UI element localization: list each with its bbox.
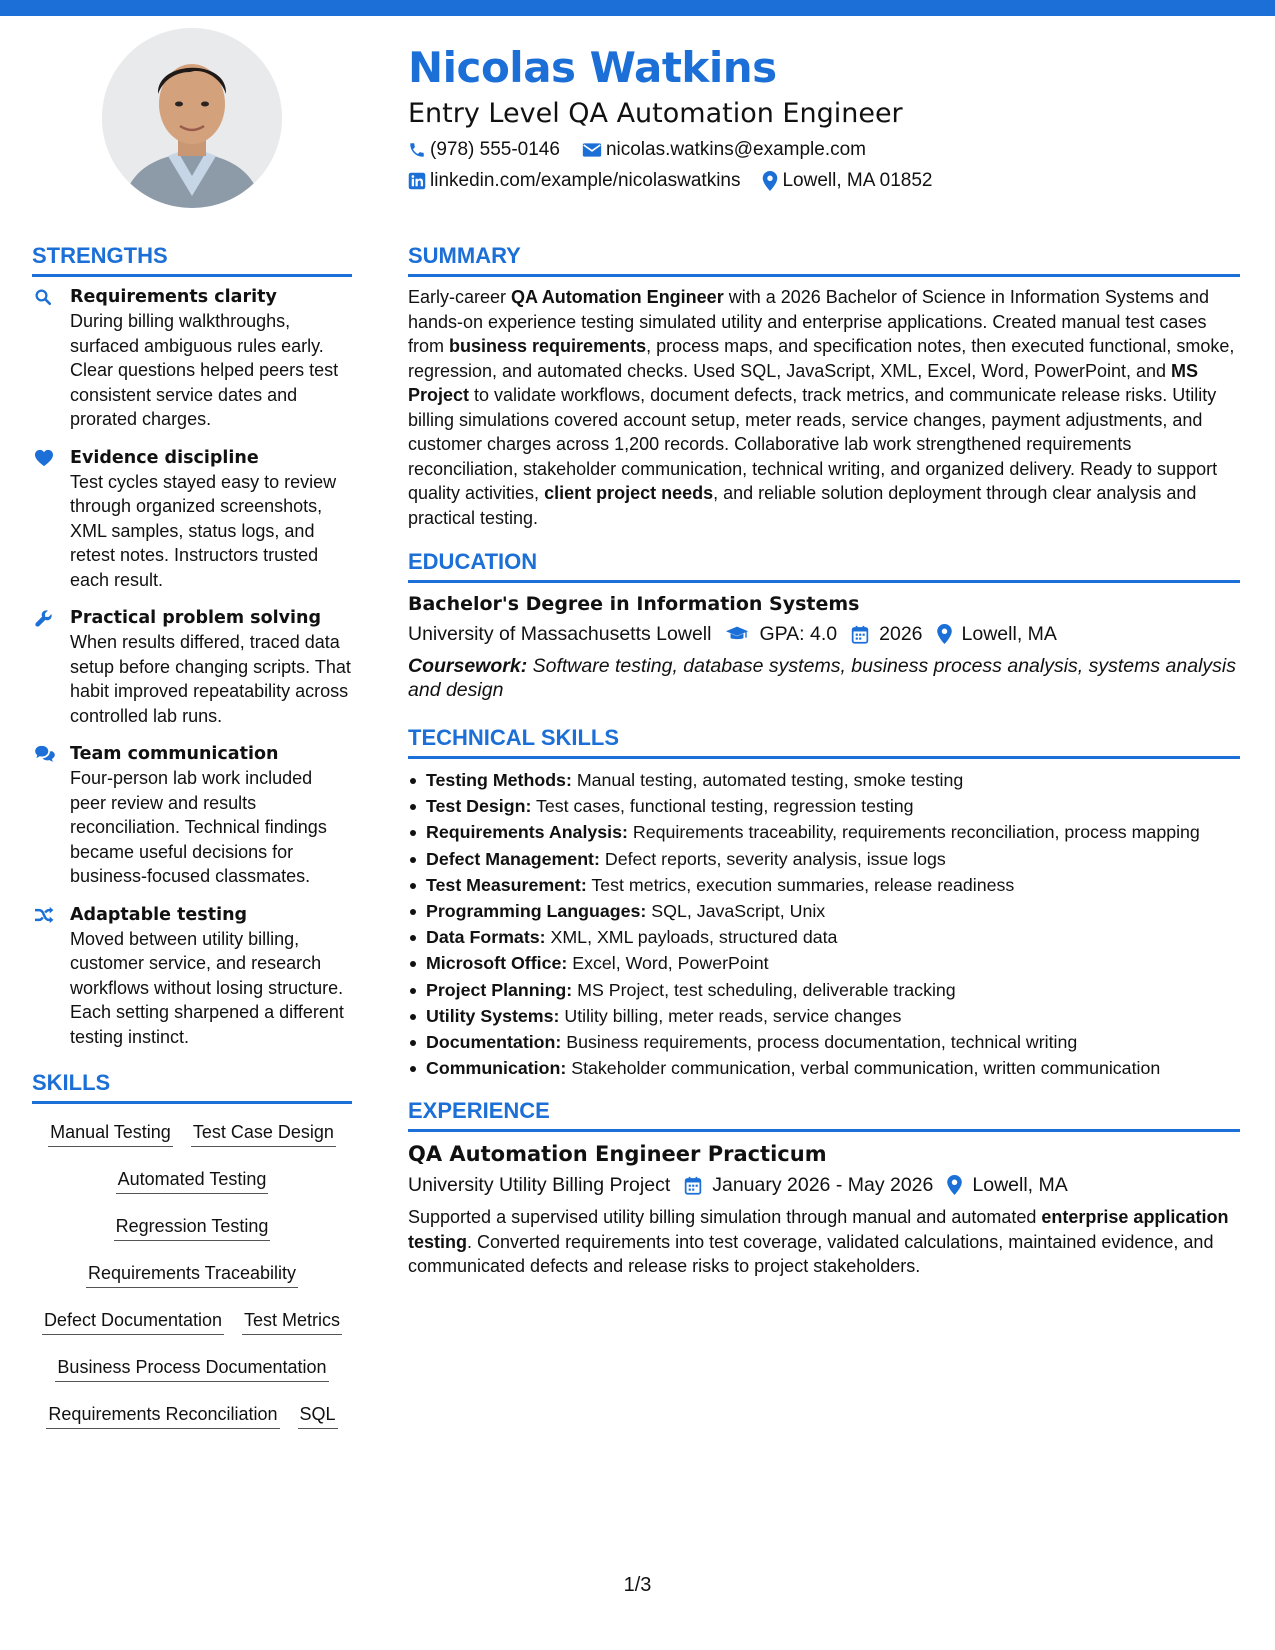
left-column bbox=[32, 242, 352, 1441]
strength-title: Requirements clarity bbox=[70, 287, 277, 307]
skill-tag: Automated Testing bbox=[116, 1163, 269, 1194]
degree-title: Bachelor's Degree in Information Systems bbox=[408, 593, 860, 615]
graduation-cap-icon bbox=[725, 625, 749, 643]
strength-text: During billing walkthroughs, surfaced ambiguous rules early. Clear questions helped peers test consistent service dates and prorated charges. bbox=[70, 311, 339, 429]
strength-title: Team communication bbox=[70, 744, 279, 764]
skills-list bbox=[32, 1112, 352, 1441]
skill-tag: Defect Documentation bbox=[42, 1304, 224, 1335]
list-item: Communication: Stakeholder communication, verbal communication, written communication bbox=[408, 1055, 1240, 1081]
graduation-year: 2026 bbox=[851, 620, 922, 648]
list-item: Utility Systems: Utility billing, meter reads, service changes bbox=[408, 1003, 1240, 1029]
linkedin-url: linkedin.com/example/nicolaswatkins bbox=[430, 170, 741, 191]
strength-item bbox=[32, 285, 352, 432]
organization: University Utility Billing Project bbox=[408, 1174, 671, 1197]
comments-icon bbox=[34, 745, 56, 763]
location-contact bbox=[762, 169, 932, 193]
map-pin-icon bbox=[762, 171, 778, 191]
phone-icon bbox=[408, 141, 426, 159]
list-item: Test Measurement: Test metrics, execution summaries, release readiness bbox=[408, 872, 1240, 898]
list-item: Requirements Analysis: Requirements traceability, requirements reconciliation, process mapping bbox=[408, 819, 1240, 845]
email-contact[interactable] bbox=[582, 138, 866, 162]
resume-header bbox=[408, 42, 1248, 193]
top-accent-bar bbox=[0, 0, 1275, 16]
list-item: Data Formats: XML, XML payloads, structured data bbox=[408, 924, 1240, 950]
list-item: Testing Methods: Manual testing, automated testing, smoke testing bbox=[408, 767, 1240, 793]
linkedin-contact[interactable] bbox=[408, 169, 740, 193]
profile-photo bbox=[102, 28, 282, 208]
skill-tag: SQL bbox=[298, 1398, 338, 1429]
experience-location: Lowell, MA bbox=[947, 1171, 1067, 1199]
employment-dates: January 2026 - May 2026 bbox=[684, 1171, 933, 1199]
list-item: Defect Management: Defect reports, severity analysis, issue logs bbox=[408, 846, 1240, 872]
contact-row-2 bbox=[408, 169, 1248, 193]
heart-icon bbox=[34, 449, 54, 467]
summary-heading: SUMMARY bbox=[408, 242, 1240, 277]
experience-heading: EXPERIENCE bbox=[408, 1097, 1240, 1132]
email-address: nicolas.watkins@example.com bbox=[605, 139, 866, 160]
strength-text: Test cycles stayed easy to review through organized screenshots, XML samples, status logs, and retest notes. Instructors trusted each result. bbox=[70, 471, 337, 590]
strengths-heading: STRENGTHS bbox=[32, 242, 352, 277]
technical-skills-heading: TECHNICAL SKILLS bbox=[408, 724, 1240, 759]
calendar-icon bbox=[851, 625, 869, 644]
list-item: Programming Languages: SQL, JavaScript, Unix bbox=[408, 898, 1240, 924]
linkedin-icon bbox=[408, 172, 426, 190]
strength-item bbox=[32, 606, 352, 728]
skill-tag: Regression Testing bbox=[114, 1210, 271, 1241]
summary-text: Early-career QA Automation Engineer with a 2026 Bachelor of Science in Information Systems and hands-on experience testing simulated utility and enterprise applications. Created manual test cases from business requirements, process maps, and specification notes, then executed functional, smoke, regression, and automated checks. Used SQL, JavaScript, XML, Excel, Word, PowerPoint, and MS Project to validate workflows, document defects, track metrics, and communicate release risks. Utility billing simulations covered account setup, meter reads, service changes, payment adjustments, and customer charges across 1,200 records. Collaborative lab work strengthened requirements reconciliation, stakeholder communication, technical writing, and organized delivery. Ready to support quality activities, client project needs, and reliable solution deployment through clear analysis and practical testing. bbox=[408, 287, 1235, 528]
strength-title: Adaptable testing bbox=[70, 904, 248, 925]
strength-text: Four-person lab work included peer review and results reconciliation. Technical findings became useful decisions for business-focused classmates. bbox=[70, 768, 327, 886]
list-item: Microsoft Office: Excel, Word, PowerPoint bbox=[408, 950, 1240, 976]
education-location: Lowell, MA bbox=[937, 620, 1057, 648]
map-pin-icon bbox=[947, 1175, 962, 1195]
list-item: Project Planning: MS Project, test scheduling, deliverable tracking bbox=[408, 977, 1240, 1003]
strength-title: Evidence discipline bbox=[70, 447, 259, 468]
job-title: QA Automation Engineer Practicum bbox=[408, 1142, 827, 1167]
search-icon bbox=[34, 288, 52, 306]
coursework: Coursework: Software testing, database systems, business process analysis, systems analysis and design bbox=[408, 655, 1237, 701]
school-name: University of Massachusetts Lowell bbox=[408, 623, 712, 645]
strength-text: When results differed, traced data setup before changing scripts. That habit improved repeatability across controlled lab runs. bbox=[70, 632, 351, 726]
strength-title: Practical problem solving bbox=[70, 608, 322, 628]
gpa: GPA: 4.0 bbox=[725, 620, 837, 648]
strength-item bbox=[32, 446, 352, 593]
envelope-icon bbox=[582, 142, 602, 158]
shuffle-icon bbox=[34, 906, 54, 924]
experience-meta bbox=[408, 1171, 1240, 1199]
strength-item bbox=[32, 903, 352, 1050]
strength-text: Moved between utility billing, customer service, and research workflows without losing structure. Each setting sharpened a different testing instinct. bbox=[70, 928, 344, 1047]
experience-description: Supported a supervised utility billing simulation through manual and automated enterprise application testing. Converted requirements into test coverage, validated calculations, maintained evidence, and communicated defects and release risks to project stakeholders. bbox=[408, 1207, 1229, 1277]
technical-skills-list bbox=[408, 767, 1240, 1081]
skills-heading: SKILLS bbox=[32, 1069, 352, 1104]
phone-contact[interactable] bbox=[408, 138, 560, 162]
education-meta bbox=[408, 620, 1240, 648]
strength-item bbox=[32, 742, 352, 889]
skill-tag: Test Metrics bbox=[242, 1304, 342, 1335]
map-pin-icon bbox=[937, 624, 952, 644]
skill-tag: Requirements Reconciliation bbox=[46, 1398, 279, 1429]
skill-tag: Manual Testing bbox=[48, 1116, 173, 1147]
wrench-icon bbox=[34, 609, 53, 628]
skill-tag: Test Case Design bbox=[191, 1116, 336, 1147]
calendar-icon bbox=[684, 1176, 702, 1195]
list-item: Test Design: Test cases, functional testing, regression testing bbox=[408, 793, 1240, 819]
phone-number: (978) 555-0146 bbox=[430, 139, 560, 160]
candidate-name: Nicolas Watkins bbox=[408, 43, 777, 92]
skill-tag: Business Process Documentation bbox=[55, 1351, 328, 1382]
contact-row-1 bbox=[408, 138, 1248, 162]
right-column bbox=[408, 242, 1240, 1279]
page-indicator: 1/3 bbox=[623, 1574, 652, 1596]
skill-tag: Requirements Traceability bbox=[86, 1257, 298, 1288]
candidate-title: Entry Level QA Automation Engineer bbox=[408, 98, 903, 129]
education-heading: EDUCATION bbox=[408, 548, 1240, 583]
location-text: Lowell, MA 01852 bbox=[782, 170, 933, 191]
list-item: Documentation: Business requirements, process documentation, technical writing bbox=[408, 1029, 1240, 1055]
